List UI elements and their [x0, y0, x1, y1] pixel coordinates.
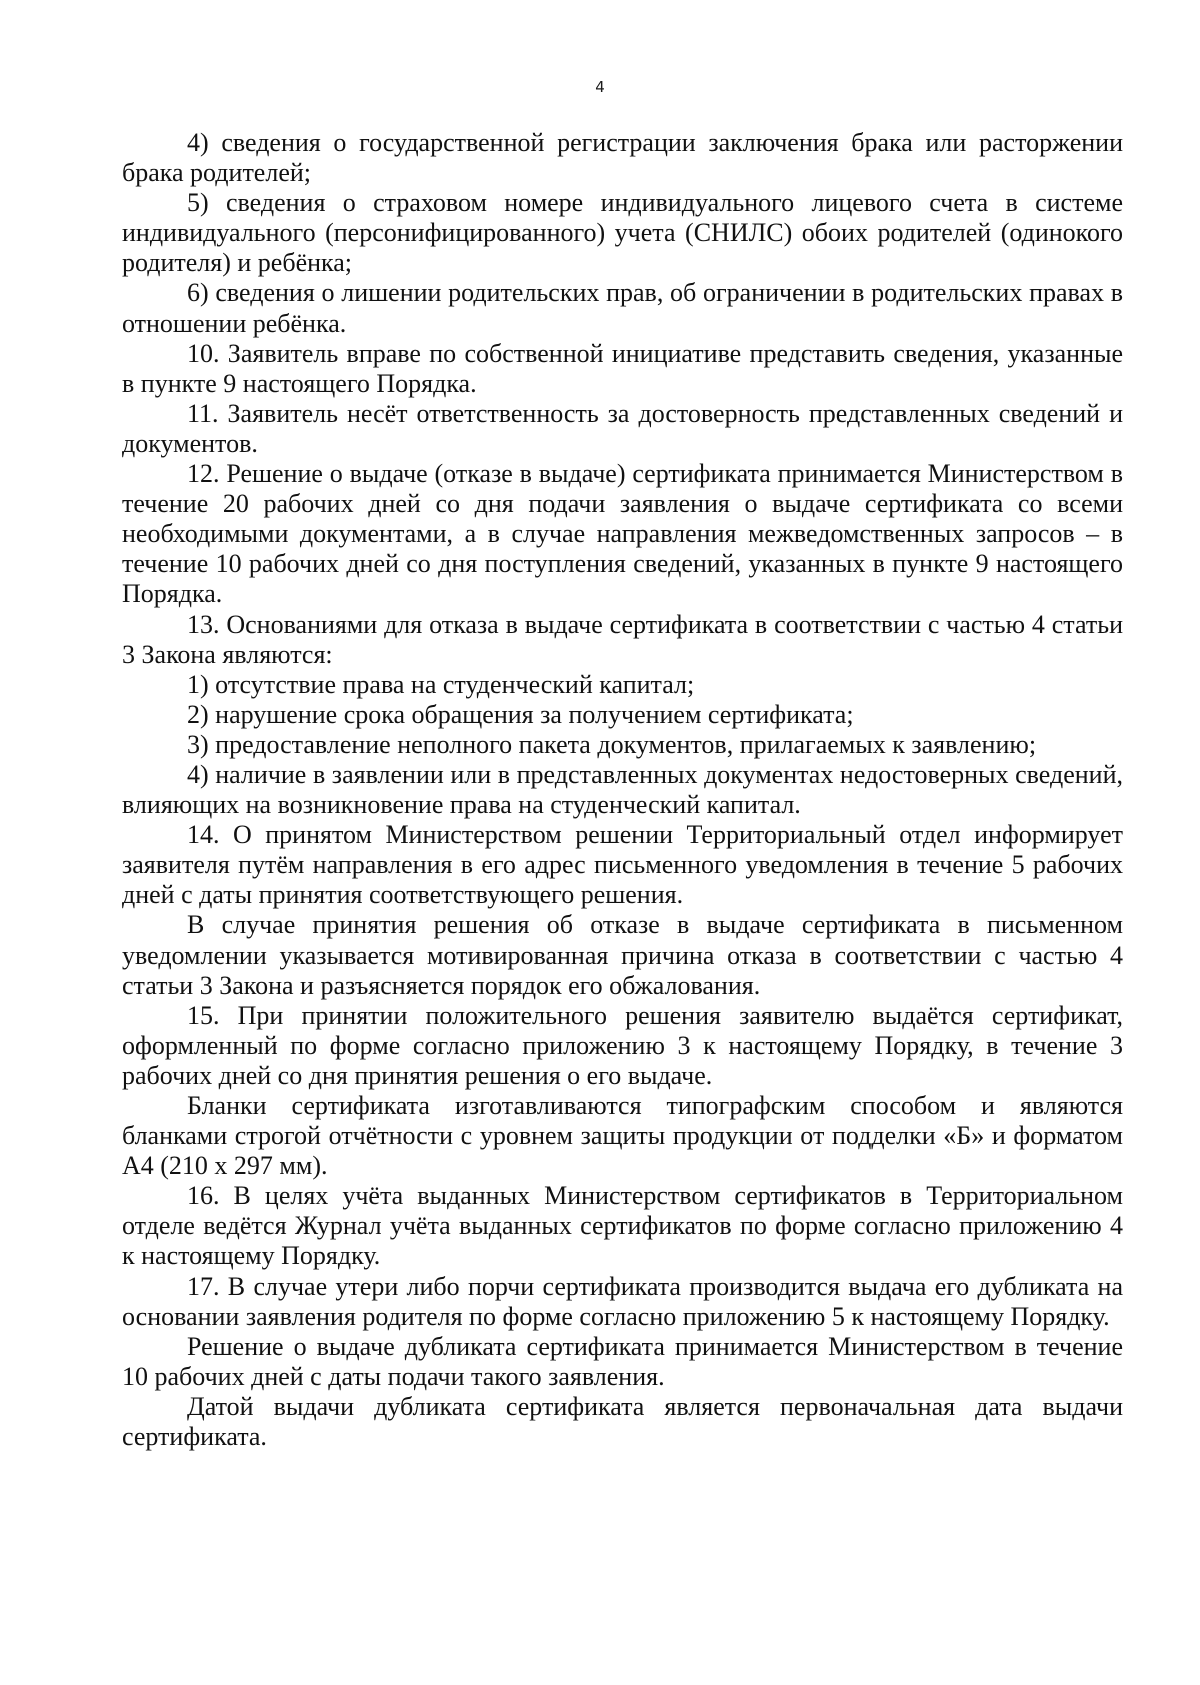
paragraph-clause-10: 10. Заявитель вправе по собственной инициативе представить сведения, указанные в пункте 9 настоящего Порядка.: [122, 338, 1123, 398]
paragraph-refusal-ground-4: 4) наличие в заявлении или в представленных документах недостоверных сведений, влияющих на возникновение права на студенческий капитал.: [122, 759, 1123, 820]
paragraph-item-6-parental-rights: 6) сведения о лишении родительских прав, об ограничении в родительских правах в отношении ребёнка.: [122, 278, 1123, 338]
document-body: [122, 128, 1123, 1452]
paragraph-clause-17-duplicate-decision: Решение о выдаче дубликата сертификата принимается Министерством в течение 10 рабочих дней с даты подачи такого заявления.: [122, 1331, 1123, 1391]
paragraph-refusal-ground-2: 2) нарушение срока обращения за получением сертификата;: [187, 699, 854, 729]
paragraph-clause-12: 12. Решение о выдаче (отказе в выдаче) сертификата принимается Министерством в течение 20 рабочих дней со дня подачи заявления о выдаче сертификата со всеми необходимыми документами, а в случае направления межведомственных запросов – в течение 10 рабочих дней со дня поступления сведений, указанных в пункте 9 настоящего Порядка.: [122, 459, 1123, 609]
paragraph-clause-15: 15. При принятии положительного решения заявителю выдаётся сертификат, оформленный по форме согласно приложению 3 к настоящему Порядку, в течение 3 рабочих дней со дня принятия решения о его выдаче.: [122, 1000, 1123, 1090]
paragraph-refusal-ground-1: 1) отсутствие права на студенческий капитал;: [187, 669, 695, 699]
paragraph-item-4-marriage: 4) сведения о государственной регистрации заключения брака или расторжении брака родителей;: [122, 128, 1123, 188]
paragraph-clause-17: 17. В случае утери либо порчи сертификата производится выдача его дубликата на основании заявления родителя по форме согласно приложению 5 к настоящему Порядку.: [122, 1271, 1123, 1331]
paragraph-clause-14: 14. О принятом Министерством решении Территориальный отдел информирует заявителя путём направления в его адрес письменного уведомления в течение 5 рабочих дней с даты принятия соответствующего решения.: [122, 820, 1123, 910]
paragraph-clause-16: 16. В целях учёта выданных Министерством сертификатов в Территориальном отделе ведётся Журнал учёта выданных сертификатов по форме согласно приложению 4 к настоящему Порядку.: [122, 1181, 1123, 1271]
page-number: 4: [595, 78, 605, 96]
paragraph-clause-14-refusal-notice: В случае принятия решения об отказе в выдаче сертификата в письменном уведомлении указывается мотивированная причина отказа в соответствии с частью 4 статьи 3 Закона и разъясняется порядок его обжалования.: [122, 910, 1123, 1000]
paragraph-clause-15-blanks: Бланки сертификата изготавливаются типографским способом и являются бланками строгой отчётности с уровнем защиты продукции от подделки «Б» и форматом А4 (210 х 297 мм).: [122, 1091, 1123, 1181]
paragraph-clause-11: 11. Заявитель несёт ответственность за достоверность представленных сведений и документов.: [122, 398, 1123, 458]
paragraph-item-5-snils: 5) сведения о страховом номере индивидуального лицевого счета в системе индивидуального (персонифицированного) учета (СНИЛС) обоих родителей (одинокого родителя) и ребёнка;: [122, 188, 1123, 278]
paragraph-refusal-ground-3: 3) предоставление неполного пакета документов, прилагаемых к заявлению;: [187, 729, 1037, 759]
paragraph-clause-13: 13. Основаниями для отказа в выдаче сертификата в соответствии с частью 4 статьи 3 Закона являются:: [122, 609, 1123, 669]
paragraph-clause-17-duplicate-date: Датой выдачи дубликата сертификата является первоначальная дата выдачи сертификата.: [122, 1391, 1123, 1452]
